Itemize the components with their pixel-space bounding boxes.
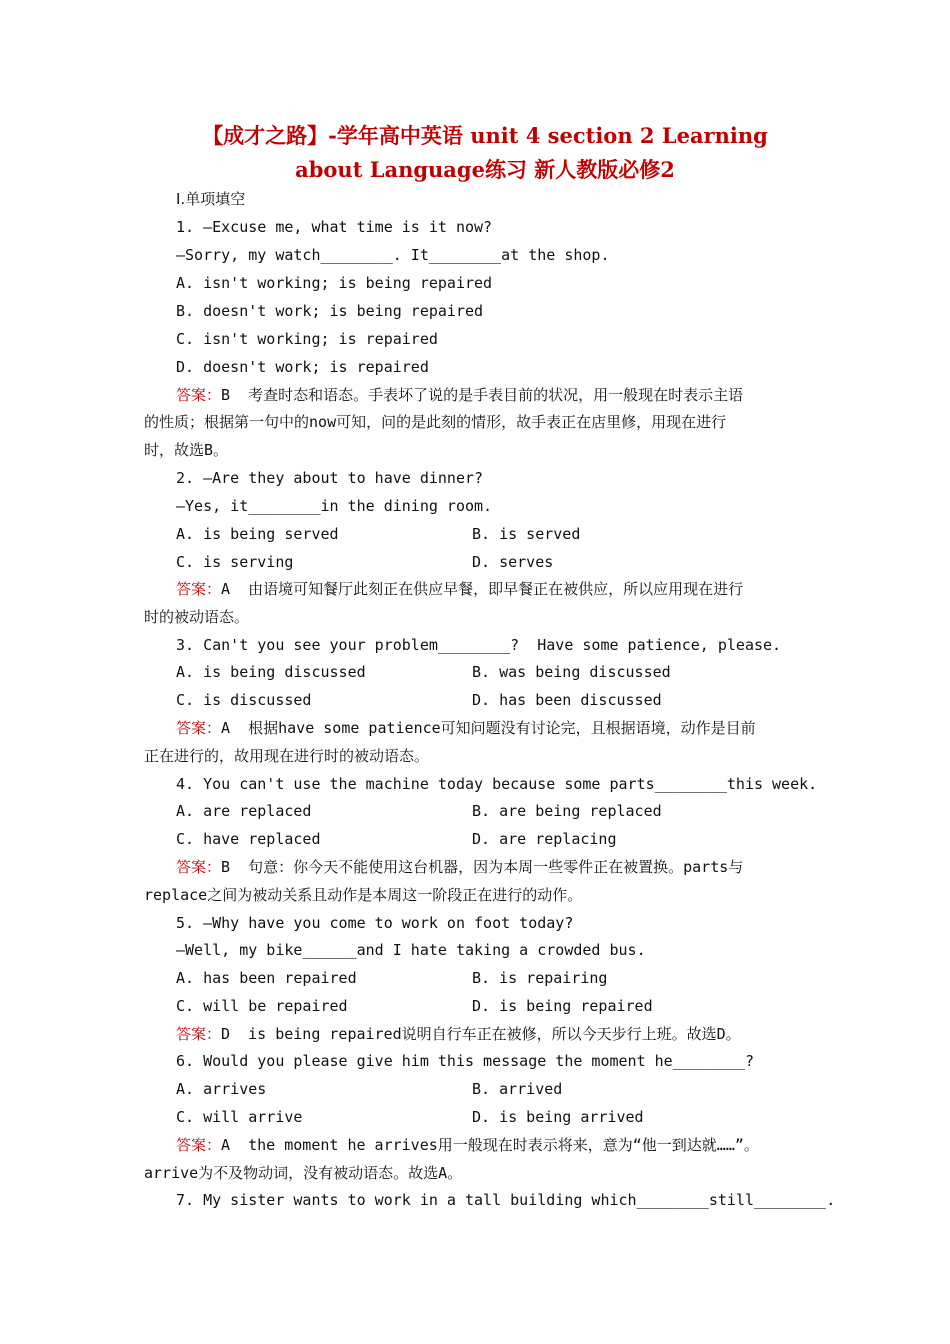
- question-3-answer-text: A 根据have some patience可知问题没有讨论完，且根据语境，动作是目前: [221, 719, 756, 737]
- question-4-option-a: A. are replaced: [176, 802, 312, 820]
- question-5-stem-reply: —Well, my bike______and I hate taking a crowded bus.: [176, 941, 646, 959]
- question-5-stem: 5. —Why have you come to work on foot today?: [176, 914, 574, 932]
- question-2-answer-text: A 由语境可知餐厅此刻正在供应早餐，即早餐正在被供应，所以应用现在进行: [221, 580, 744, 598]
- question-1-option-a: A. isn't working; is being repaired: [176, 274, 493, 292]
- question-4-option-d: D. are replacing: [472, 830, 617, 848]
- question-7-stem: 7. My sister wants to work in a tall building which________still________.: [176, 1191, 836, 1209]
- question-2-stem: 2. —Are they about to have dinner?: [176, 469, 484, 487]
- question-5-option-a: A. has been repaired: [176, 969, 357, 987]
- question-2-option-d: D. serves: [472, 553, 554, 571]
- question-3-answer: [176, 718, 756, 738]
- question-1-option-d: D. doesn't work; is repaired: [176, 358, 429, 376]
- question-1-answer-cont-1: 的性质；根据第一句中的now可知，问的是此刻的情形，故手表正在店里修，用现在进行: [144, 413, 727, 431]
- question-1-answer: [176, 385, 743, 405]
- question-4-answer-text: B 句意：你今天不能使用这台机器，因为本周一些零件正在被置换。parts与: [221, 858, 744, 876]
- question-6-answer-text: A the moment he arrives用一般现在时表示将来，意为“他一到达就……”。: [221, 1136, 759, 1154]
- answer-label: 答案：: [176, 580, 222, 598]
- question-3-option-c: C. is discussed: [176, 691, 312, 709]
- document-title-line-2: about Language练习 新人教版必修2: [295, 157, 675, 182]
- document-title-line-1: 【成才之路】-学年高中英语 unit 4 section 2 Learning: [202, 123, 768, 148]
- question-2-stem-reply: —Yes, it________in the dining room.: [176, 497, 493, 515]
- question-1-stem-reply: —Sorry, my watch________. It________at the shop.: [176, 246, 610, 264]
- question-5-option-d: D. is being repaired: [472, 997, 653, 1015]
- question-5-answer-text: D is being repaired说明自行车正在被修，所以今天步行上班。故选D。: [221, 1025, 741, 1043]
- question-6-option-d: D. is being arrived: [472, 1108, 644, 1126]
- question-5-option-c: C. will be repaired: [176, 997, 348, 1015]
- question-3-answer-cont: 正在进行的，故用现在进行时的被动语态。: [144, 747, 430, 765]
- question-5-answer: [176, 1024, 741, 1044]
- question-6-option-b: B. arrived: [472, 1080, 563, 1098]
- question-4-option-c: C. have replaced: [176, 830, 321, 848]
- section-heading: Ⅰ.单项填空: [176, 190, 246, 208]
- question-6-answer: [176, 1135, 759, 1155]
- question-6-option-a: A. arrives: [176, 1080, 267, 1098]
- question-4-answer-cont: replace之间为被动关系且动作是本周这一阶段正在进行的动作。: [144, 886, 583, 904]
- answer-label: 答案：: [176, 1136, 222, 1154]
- question-3-option-a: A. is being discussed: [176, 663, 366, 681]
- question-2-option-a: A. is being served: [176, 525, 339, 543]
- question-2-option-c: C. is serving: [176, 553, 294, 571]
- answer-label: 答案：: [176, 386, 222, 404]
- question-4-stem: 4. You can't use the machine today because some parts________this week.: [176, 775, 818, 793]
- question-6-answer-cont: arrive为不及物动词，没有被动语态。故选A。: [144, 1164, 463, 1182]
- question-1-option-b: B. doesn't work; is being repaired: [176, 302, 484, 320]
- answer-label: 答案：: [176, 1025, 222, 1043]
- answer-label: 答案：: [176, 858, 222, 876]
- question-2-answer: [176, 579, 743, 599]
- question-4-answer: [176, 857, 743, 877]
- question-2-option-b: B. is served: [472, 525, 581, 543]
- question-3-stem: 3. Can't you see your problem________? Have some patience, please.: [176, 636, 782, 654]
- answer-label: 答案：: [176, 719, 222, 737]
- question-1-answer-text: B 考查时态和语态。手表坏了说的是手表目前的状况，用一般现在时表示主语: [221, 386, 744, 404]
- question-6-option-c: C. will arrive: [176, 1108, 303, 1126]
- question-1-answer-cont-2: 时，故选B。: [144, 441, 229, 459]
- question-3-option-d: D. has been discussed: [472, 691, 662, 709]
- question-1-stem: 1. —Excuse me, what time is it now?: [176, 218, 493, 236]
- question-4-option-b: B. are being replaced: [472, 802, 662, 820]
- question-3-option-b: B. was being discussed: [472, 663, 671, 681]
- question-1-option-c: C. isn't working; is repaired: [176, 330, 438, 348]
- question-2-answer-cont: 时的被动语态。: [144, 608, 250, 626]
- question-5-option-b: B. is repairing: [472, 969, 608, 987]
- question-6-stem: 6. Would you please give him this message the moment he________?: [176, 1052, 754, 1070]
